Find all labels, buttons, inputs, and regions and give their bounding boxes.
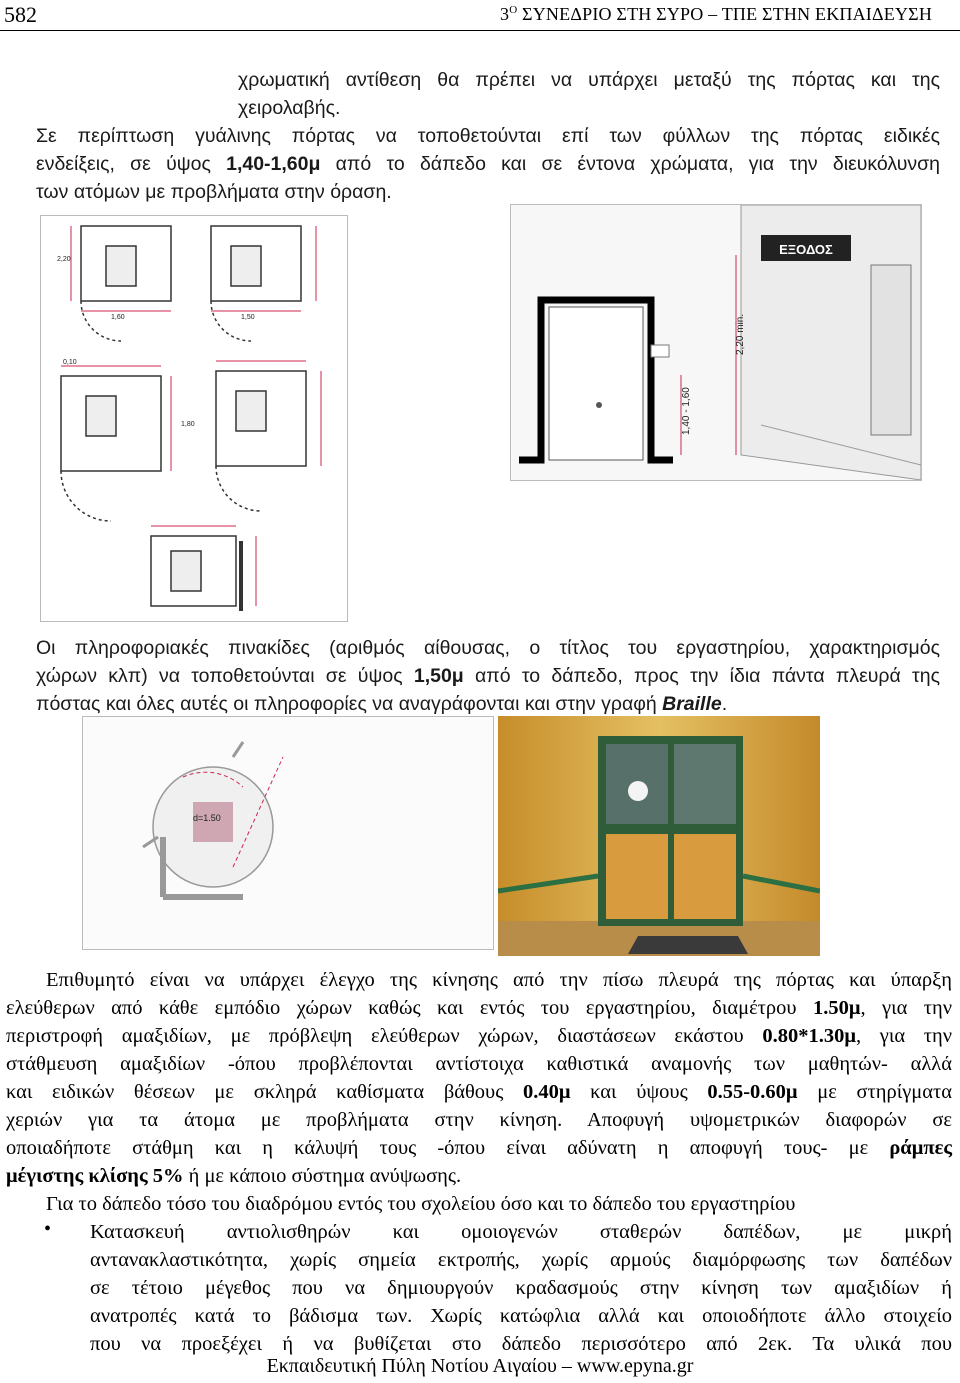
signs-line-3: πόστας και όλες αυτές οι πληροφορίες να αναγράφονται και στην γραφή Braille.	[36, 693, 728, 715]
main-line-8: μέγιστης κλίσης 5% ή με κάποιο σύστημα ανύψωσης.	[6, 1165, 462, 1187]
dim-label-handle: 1,40 - 1,60	[681, 387, 692, 435]
intro-p2-line-3: των ατόμων με προβλήματα στην όραση.	[36, 181, 392, 203]
turning-circle-drawing	[83, 717, 493, 949]
wc-plans-drawing	[41, 216, 347, 621]
signs-line-1: Οι πληροφοριακές πινακίδες (αριθμός αίθουσας, ο τίτλος του εργαστηρίου, χαρακτηρισμός	[36, 637, 940, 659]
corridor-photo-drawing	[498, 716, 820, 956]
dim-label-b: 1,50	[241, 314, 255, 321]
running-head: $3^O$ ΣΥΝΕΔΡΙΟ ΣΤΗ ΣΥΡΟ – ΤΠΕ ΣΤΗΝ ΕΚΠΑΙΔΕΥΣΗ	[500, 4, 933, 24]
main-line-6: χεριών για τα άτομα με προβλήματα στην κίνηση. Αποφυγή υψομετρικών διαφορών σε	[6, 1109, 952, 1131]
exit-sign-text: ΕΞΟΔΟΣ	[779, 242, 833, 257]
signs-line-2: χώρων κλπ) να τοποθετούνται σε ύψος 1,50μ από το δάπεδο, προς την ίδια πάντα πλευρά της	[36, 665, 940, 687]
bullet-marker: •	[44, 1218, 52, 1240]
bullet-line-5: που να προεξέχει ή να βυθίζεται στο δάπεδο περισσότερο από 2εκ. Τα υλικά που	[90, 1333, 952, 1355]
main-line-2: ελεύθερων από κάθε εμπόδιο χώρων καθώς και εντός του εργαστηρίου, διαμέτρου 1.50μ, για την	[6, 997, 953, 1019]
main-line-4: στάθμευση αμαξιδίων -όπου προβλέπονται αντίστοιχα καθιστικά αναμονής των μαθητών- αλλά	[6, 1053, 952, 1075]
dim-label-c: 0,10	[63, 359, 77, 366]
intro-p2-line-1: Σε περίπτωση γυάλινης πόρτας να τοποθετούνται επί των φύλλων της πόρτας ειδικές	[36, 125, 940, 147]
turning-diameter-label: d=1.50	[193, 813, 221, 823]
intro-line-1: χρωματική αντίθεση θα πρέπει να υπάρχει μεταξύ της πόρτας και της	[238, 69, 940, 91]
dim-label-a: 1,60	[111, 314, 125, 321]
dim-label-d: 1,80	[181, 421, 195, 428]
bullet-line-1: Κατασκευή αντιολισθηρών και ομοιογενών σταθερών δαπέδων, με μικρή	[90, 1221, 952, 1243]
bullet-line-3: σε τέτοιο μέγεθος που να δημιουργούν κραδασμούς στην κίνηση των αμαξιδίων ή	[90, 1277, 952, 1299]
page-number: 582	[4, 2, 37, 27]
bullet-line-2: αντανακλαστικότητα, χωρίς σημεία εκτροπής, χωρίς αρμούς διαμόρφωσης των δαπέδων	[90, 1249, 952, 1271]
door-elevation-figure	[510, 204, 922, 481]
main-line-9: Για το δάπεδο τόσο του διαδρόμου εντός του σχολείου όσο και το δάπεδο του εργαστηρίου	[46, 1193, 796, 1215]
corridor-photo	[498, 716, 820, 956]
main-line-7: οποιαδήποτε στάθμη και η κάλυψή τους -όπου είναι αδύνατη η αποφυγή τους- με ράμπες	[6, 1137, 952, 1159]
main-line-5: και ειδικών θέσεων με σκληρά καθίσματα βάθους 0.40μ και ύψους 0.55-0.60μ με στηρίγματα	[6, 1081, 952, 1103]
bullet-line-4: ανατροπές κατά το βάδισμα των. Χωρίς κατώφλια αλλά και οποιοδήποτε άλλο στοιχείο	[90, 1305, 952, 1327]
dim-label-e: 2,20	[57, 256, 71, 263]
intro-line-2: χειρολαβής.	[238, 97, 341, 119]
turning-circle-figure	[82, 716, 494, 950]
door-elevation-drawing	[511, 205, 921, 480]
intro-p2-line-2: ενδείξεις, σε ύψος 1,40-1,60μ από το δάπεδο και σε έντονα χρώματα, για την διευκόλυνση	[36, 153, 940, 175]
main-line-3: περιστροφή αμαξιδίων, με πρόβλεψη ελεύθερων χώρων, διαστάσεων εκάστου 0.80*1.30μ, για την	[6, 1025, 953, 1047]
main-line-1: Επιθυμητό είναι να υπάρχει έλεγχο της κίνησης από την πίσω πλευρά της πόρτας και ύπαρξη	[46, 969, 952, 991]
wc-plans-figure	[40, 215, 348, 622]
page-footer: Εκπαιδευτική Πύλη Νοτίου Αιγαίου – www.epyna.gr	[266, 1355, 694, 1377]
dim-label-door-top: 2,20 min.	[735, 313, 746, 355]
